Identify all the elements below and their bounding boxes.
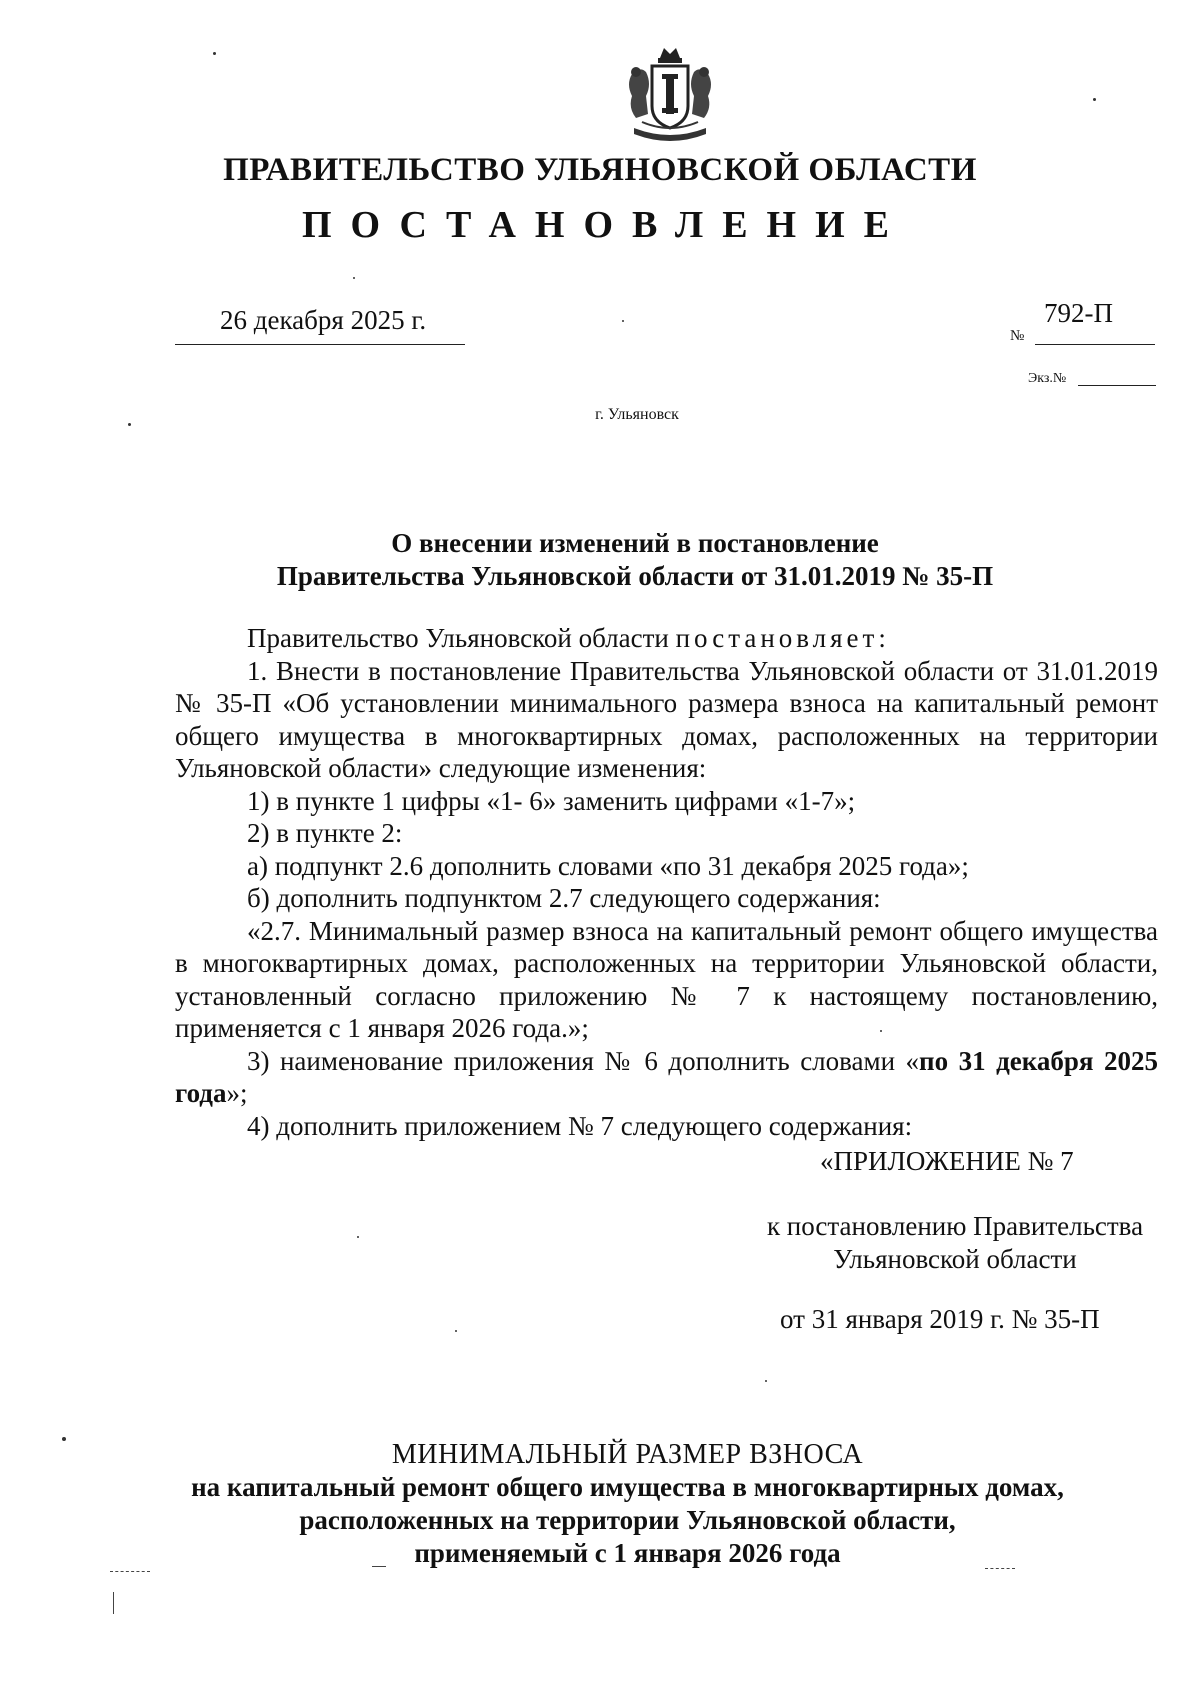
appendix-title-line: МИНИМАЛЬНЫЙ РАЗМЕР ВЗНОСА <box>391 1439 864 1470</box>
scan-speck <box>455 1330 457 1332</box>
appendix-reference-line: к постановлению Правительства <box>766 1211 1144 1241</box>
intro-paragraph <box>175 622 1158 655</box>
appendix-heading: «ПРИЛОЖЕНИЕ № 7 <box>820 1146 1074 1176</box>
subject-line: О внесении изменений в постановление <box>391 528 879 558</box>
sub3-suffix: »; <box>226 1078 248 1108</box>
document-type: ПОСТАНОВЛЕНИЕ <box>301 204 909 246</box>
scan-mark <box>372 1566 386 1567</box>
number-sign: № <box>1010 328 1025 344</box>
appendix-title-line: расположенных на территории Ульяновской области, <box>299 1505 956 1535</box>
sub3-prefix: 3) наименование приложения № 6 дополнить словами « <box>247 1045 920 1076</box>
paragraph-sub-3 <box>175 1045 1158 1110</box>
government-name: ПРАВИТЕЛЬСТВО УЛЬЯНОВСКОЙ ОБЛАСТИ <box>223 152 977 188</box>
scan-speck <box>622 320 624 322</box>
document-number: 792-П <box>1044 298 1113 328</box>
scan-mark <box>110 1571 150 1572</box>
scan-speck <box>353 277 355 279</box>
appendix-title <box>0 1438 1200 1570</box>
intro-prefix: Правительство Ульяновской области <box>247 623 676 653</box>
paragraph-sub-2: 2) в пункте 2: <box>247 818 403 848</box>
ulyanovsk-coat-of-arms-icon <box>622 44 718 148</box>
appendix-date: от 31 января 2019 г. № 35-П <box>780 1304 1100 1334</box>
scan-mark <box>113 1592 114 1614</box>
subject-line: Правительства Ульяновской области от 31.01.2019 № 35-П <box>276 561 994 591</box>
appendix-title-line: на капитальный ремонт общего имущества в многоквартирных домах, <box>191 1472 1064 1502</box>
scan-mark <box>985 1568 1015 1569</box>
copy-number-label: Экз.№ <box>1028 371 1067 386</box>
city: г. Ульяновск <box>595 406 679 423</box>
copy-number-underline <box>1078 385 1156 386</box>
scan-speck <box>357 1236 359 1238</box>
paragraph-quote-2-7: «2.7. Минимальный размер взноса на капитальный ремонт общего имущества в многоквартирных домах, расположенных на территории Ульяновской области, установленный согласно приложению № 7 к настоящему постановлению, применяется с 1 января 2026 года.»; <box>175 915 1158 1043</box>
scan-speck <box>880 1030 882 1032</box>
scan-speck <box>62 1437 66 1441</box>
intro-action: постановляет: <box>675 623 890 653</box>
paragraph-sub-1: 1) в пункте 1 цифры «1- 6» заменить цифрами «1-7»; <box>247 785 856 816</box>
document-date: 26 декабря 2025 г. <box>220 305 427 335</box>
appendix-reference <box>755 1210 1155 1276</box>
paragraph-sub-2a: а) подпункт 2.6 дополнить словами «по 31 декабря 2025 года»; <box>247 850 969 881</box>
number-underline <box>1035 344 1155 345</box>
paragraph-sub-2b: б) дополнить подпунктом 2.7 следующего содержания: <box>247 883 881 913</box>
appendix-reference-line: Ульяновской области <box>833 1244 1077 1274</box>
date-underline <box>175 344 465 345</box>
scan-speck <box>765 1380 767 1382</box>
appendix-title-line: применяемый с 1 января 2026 года <box>414 1538 841 1568</box>
paragraph-sub-4: 4) дополнить приложением № 7 следующего содержания: <box>247 1110 913 1141</box>
scan-speck <box>128 423 131 426</box>
document-subject <box>0 527 1200 593</box>
sub3-bold: по 31 декабря 2025 года <box>175 1045 1158 1108</box>
scan-speck <box>1093 98 1096 101</box>
scan-speck <box>213 52 216 55</box>
paragraph-item-1: 1. Внести в постановление Правительства Ульяновской области от 31.01.2019 № 35-П «Об установлении минимального размера взноса на капитальный ремонт общего имущества в многоквартирных домах, расположенных на территории Ульяновской области» следующие изменения: <box>175 655 1158 783</box>
document-body <box>175 622 1158 1142</box>
